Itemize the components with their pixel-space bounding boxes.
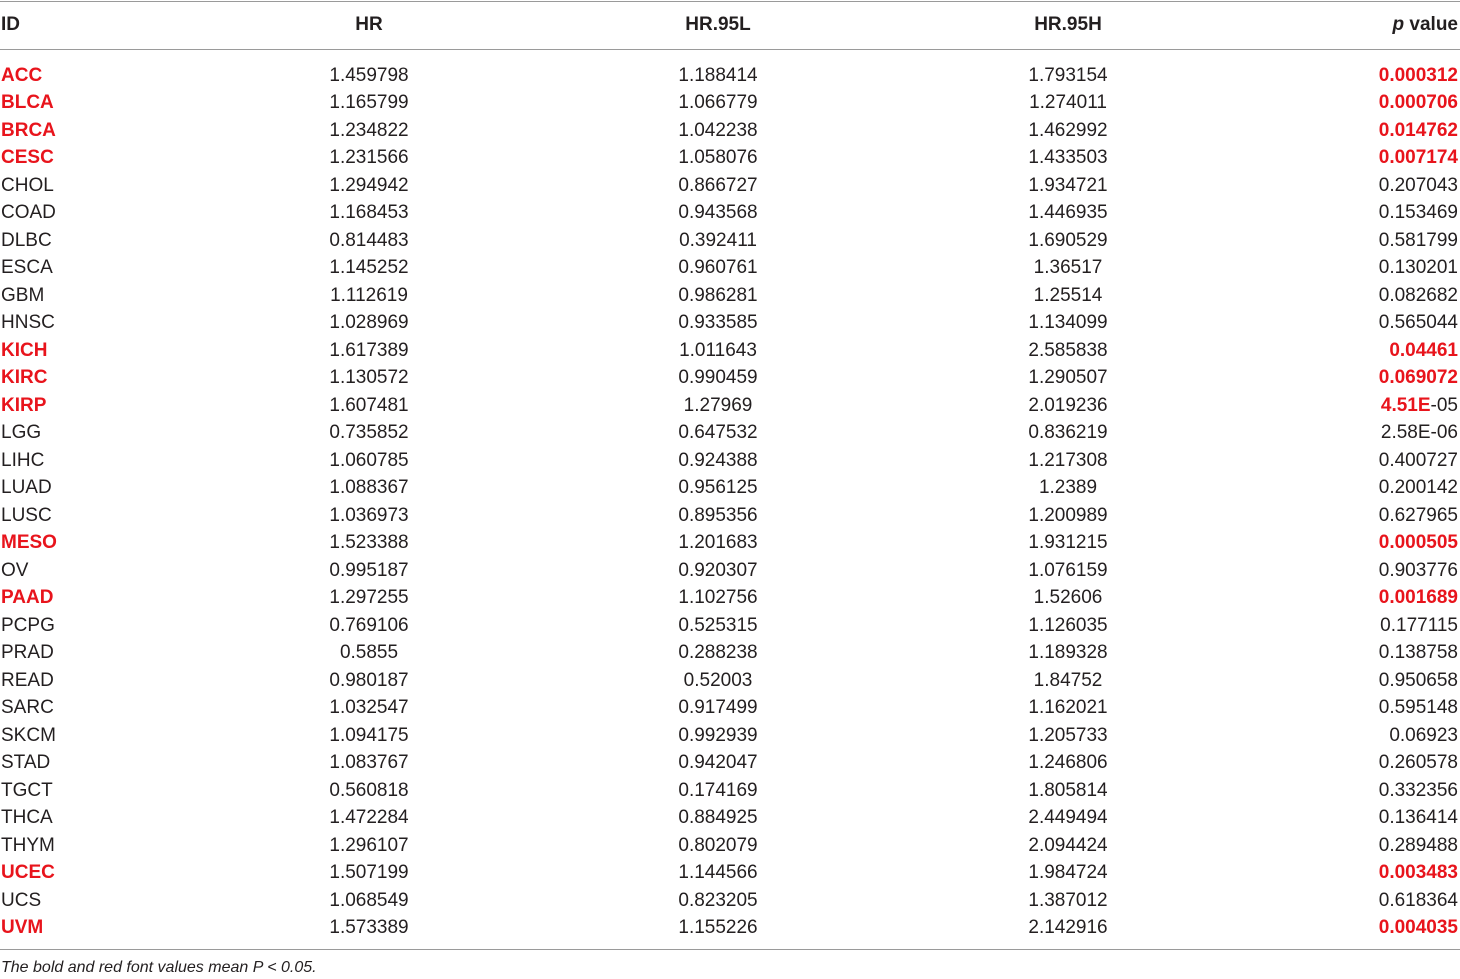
cell-hr: 1.507199	[329, 862, 409, 883]
table-row	[0, 144, 1460, 172]
cell-hr: 1.112619	[330, 284, 408, 306]
cell-hr: 1.130572	[329, 367, 409, 388]
table-row	[0, 694, 1460, 722]
table-row	[0, 254, 1460, 282]
cell-p-value	[1379, 117, 1458, 145]
cell-hr95h: 0.836219	[1028, 422, 1108, 443]
cell-hr95l: 0.174169	[678, 779, 758, 801]
cell-id: KIRC	[1, 367, 48, 388]
table-row	[0, 529, 1460, 557]
cell-p-value-main: 0.332356	[1378, 779, 1458, 801]
cell-p-value	[1379, 777, 1458, 805]
cell-p-value-main: 0.000505	[1378, 532, 1458, 553]
table-row	[0, 89, 1460, 117]
cell-hr: 0.814483	[329, 229, 409, 251]
cell-p-value	[1379, 749, 1458, 777]
cell-p-value	[1379, 89, 1458, 117]
cell-p-value-main: 0.138758	[1378, 642, 1458, 663]
table-row	[0, 474, 1460, 502]
cell-hr95h: 1.274011	[1029, 92, 1107, 113]
cell-hr95h: 1.793154	[1028, 64, 1108, 86]
cell-p-value	[1379, 667, 1458, 695]
table-row	[0, 804, 1460, 832]
cell-id: OV	[1, 559, 29, 581]
header-hr: HR	[355, 14, 383, 35]
cell-p-value-main: 0.581799	[1378, 229, 1458, 251]
cell-hr95h: 2.585838	[1028, 339, 1108, 361]
cell-hr: 1.573389	[329, 917, 409, 938]
table-row	[0, 199, 1460, 227]
cell-id: ESCA	[1, 257, 53, 278]
header-id: ID	[1, 14, 20, 35]
cell-p-value-main: 4.51E	[1380, 394, 1431, 416]
cell-id: UCS	[1, 889, 42, 911]
cell-id: LUAD	[1, 477, 52, 498]
cell-p-value-main: 0.130201	[1378, 257, 1458, 278]
cell-p-value-main: 0.627965	[1378, 504, 1458, 526]
table-row	[0, 667, 1460, 695]
cell-hr95l: 0.823205	[678, 889, 758, 911]
cell-hr: 1.088367	[329, 477, 409, 498]
cell-p-value-main: 0.177115	[1380, 614, 1458, 636]
cell-p-value	[1379, 227, 1458, 255]
cell-hr: 1.234822	[329, 119, 409, 141]
cell-p-value	[1389, 337, 1458, 365]
cell-p-value	[1379, 364, 1458, 392]
cell-p-value	[1379, 832, 1458, 860]
cell-hr95l: 0.288238	[678, 642, 758, 663]
cell-hr95l: 0.895356	[678, 504, 758, 526]
cell-hr: 1.083767	[329, 752, 409, 773]
cell-hr95h: 1.205733	[1028, 724, 1108, 746]
cell-hr: 1.060785	[329, 449, 409, 471]
table-row	[0, 777, 1460, 805]
cell-hr95l: 0.525315	[678, 614, 758, 636]
cell-id: MESO	[1, 532, 57, 553]
cell-hr: 1.294942	[329, 174, 409, 196]
cell-id: UCEC	[1, 862, 55, 883]
header-p-rest: value	[1404, 14, 1458, 35]
cell-hr95h: 1.84752	[1033, 669, 1103, 691]
cell-id: COAD	[1, 202, 56, 223]
cell-p-value	[1379, 62, 1458, 90]
cell-hr: 1.032547	[329, 697, 409, 718]
cell-hr95h: 2.449494	[1028, 807, 1108, 828]
cell-hr: 1.296107	[329, 834, 409, 856]
cell-hr95h: 1.076159	[1028, 559, 1108, 581]
cell-id: CHOL	[1, 174, 54, 196]
cell-p-value	[1380, 612, 1458, 640]
cell-p-value-main: 0.001689	[1378, 587, 1458, 608]
cell-id: PCPG	[1, 614, 55, 636]
cell-hr95h: 1.805814	[1028, 779, 1108, 801]
cell-id: SKCM	[1, 724, 56, 746]
cell-hr: 0.769106	[329, 614, 409, 636]
table-row	[0, 337, 1460, 365]
cell-id: READ	[1, 669, 54, 691]
cell-hr95h: 1.433503	[1028, 147, 1108, 168]
cell-hr95h: 1.189328	[1028, 642, 1108, 663]
table-row	[0, 117, 1460, 145]
header-p-value	[1393, 0, 1458, 50]
cell-hr95l: 1.188414	[678, 64, 758, 86]
cell-p-value	[1379, 639, 1458, 667]
cell-hr95l: 0.992939	[678, 724, 758, 746]
cell-hr95l: 1.27969	[683, 394, 753, 416]
cell-id: DLBC	[1, 229, 52, 251]
table-row	[0, 62, 1460, 90]
cell-hr: 1.459798	[329, 64, 409, 86]
cell-id: CESC	[1, 147, 54, 168]
cell-id: KICH	[1, 339, 48, 361]
cell-hr95l: 1.102756	[678, 587, 758, 608]
cell-p-value-main: 0.903776	[1378, 559, 1458, 581]
table-header-rule	[0, 49, 1460, 50]
cell-hr: 1.231566	[329, 147, 409, 168]
cell-hr: 1.036973	[329, 504, 409, 526]
cell-p-value	[1379, 144, 1458, 172]
cell-hr95h: 1.200989	[1028, 504, 1108, 526]
cell-p-value-exponent: -05	[1430, 394, 1458, 416]
table-row	[0, 557, 1460, 585]
cell-hr95h: 1.934721	[1028, 174, 1108, 196]
cell-hr95h: 2.094424	[1028, 834, 1108, 856]
cell-hr95l: 1.066779	[678, 92, 758, 113]
table-row	[0, 722, 1460, 750]
cell-hr: 1.068549	[329, 889, 409, 911]
cell-hr95l: 0.920307	[678, 559, 758, 581]
cell-hr: 0.980187	[329, 669, 409, 691]
cell-id: PRAD	[1, 642, 54, 663]
cell-hr: 0.995187	[329, 559, 409, 581]
cell-id: GBM	[1, 284, 45, 306]
cell-p-value	[1379, 529, 1458, 557]
cell-hr95l: 0.647532	[678, 422, 758, 443]
table-row	[0, 309, 1460, 337]
cell-p-value	[1379, 694, 1458, 722]
cell-hr: 1.028969	[329, 312, 409, 333]
cell-p-value	[1379, 804, 1458, 832]
cell-p-value-main: 0.595148	[1378, 697, 1458, 718]
cell-hr95h: 2.142916	[1028, 917, 1108, 938]
cell-p-value	[1379, 584, 1458, 612]
cell-p-value-main: 2.58E-06	[1380, 422, 1458, 443]
table-header-row	[0, 0, 1460, 50]
cell-hr95l: 0.52003	[683, 669, 753, 691]
cell-p-value	[1381, 419, 1458, 447]
header-hr95l: HR.95L	[685, 14, 751, 35]
cell-hr95h: 1.690529	[1028, 229, 1108, 251]
cell-p-value-main: 0.136414	[1378, 807, 1458, 828]
table-row	[0, 364, 1460, 392]
cell-id: ACC	[1, 64, 43, 86]
cell-hr95h: 1.126035	[1028, 614, 1108, 636]
cell-id: PAAD	[1, 587, 54, 608]
cell-hr95h: 1.462992	[1028, 119, 1108, 141]
cell-hr95h: 1.446935	[1028, 202, 1108, 223]
cell-hr95l: 0.943568	[678, 202, 758, 223]
cell-hr95l: 0.960761	[678, 257, 758, 278]
cell-hr95h: 2.019236	[1028, 394, 1108, 416]
cell-p-value-main: 0.000312	[1378, 64, 1458, 86]
cell-p-value	[1379, 172, 1458, 200]
cell-p-value	[1379, 859, 1458, 887]
cell-p-value-main: 0.289488	[1378, 834, 1458, 856]
cell-hr: 1.297255	[329, 587, 409, 608]
cell-hr95h: 1.134099	[1028, 312, 1108, 333]
cell-id: TGCT	[1, 779, 53, 801]
cell-hr: 1.523388	[329, 532, 409, 553]
table-bottom-rule	[0, 949, 1460, 950]
cell-hr: 0.735852	[329, 422, 409, 443]
cell-hr95l: 0.866727	[678, 174, 758, 196]
cell-id: THYM	[1, 834, 55, 856]
cell-p-value-main: 0.004035	[1378, 917, 1458, 938]
cell-hr95h: 1.36517	[1033, 257, 1103, 278]
cell-hr: 1.165799	[329, 92, 409, 113]
cell-p-value-main: 0.04461	[1389, 339, 1458, 361]
cell-hr95l: 0.924388	[678, 449, 758, 471]
cell-p-value-main: 0.260578	[1378, 752, 1458, 773]
cell-hr: 1.094175	[329, 724, 409, 746]
cell-hr95l: 0.392411	[679, 229, 757, 251]
cell-id: LUSC	[1, 504, 52, 526]
cell-p-value	[1379, 254, 1458, 282]
cell-hr95l: 0.933585	[678, 312, 758, 333]
cell-id: LIHC	[1, 449, 45, 471]
cell-id: KIRP	[1, 394, 47, 416]
cell-hr95h: 1.246806	[1028, 752, 1108, 773]
table-row	[0, 914, 1460, 942]
cell-hr: 0.560818	[329, 779, 409, 801]
cell-p-value-main: 0.082682	[1378, 284, 1458, 306]
cell-hr95l: 0.884925	[678, 807, 758, 828]
table-row	[0, 282, 1460, 310]
cell-hr95h: 1.52606	[1033, 587, 1103, 608]
cell-p-value	[1379, 502, 1458, 530]
cell-hr95l: 0.990459	[678, 367, 758, 388]
cell-id: UVM	[1, 917, 44, 938]
cell-hr: 1.145252	[329, 257, 409, 278]
cell-p-value	[1379, 199, 1458, 227]
cell-id: THCA	[1, 807, 53, 828]
cell-hr95h: 1.984724	[1028, 862, 1108, 883]
cell-hr95l: 1.144566	[678, 862, 758, 883]
cell-hr95l: 1.058076	[678, 147, 758, 168]
cell-hr95h: 1.290507	[1028, 367, 1108, 388]
table-row	[0, 419, 1460, 447]
cell-hr95l: 0.917499	[678, 697, 758, 718]
cell-hr95h: 1.2389	[1038, 477, 1098, 498]
cell-p-value	[1379, 557, 1458, 585]
table-row	[0, 447, 1460, 475]
cell-hr95l: 1.201683	[678, 532, 758, 553]
table-row	[0, 584, 1460, 612]
header-hr95h: HR.95H	[1034, 14, 1102, 35]
cell-id: STAD	[1, 752, 51, 773]
cell-p-value-main: 0.014762	[1378, 119, 1458, 141]
cell-hr95h: 1.162021	[1028, 697, 1108, 718]
cell-p-value	[1389, 722, 1458, 750]
cell-id: LGG	[1, 422, 42, 443]
cell-hr: 1.617389	[329, 339, 409, 361]
cell-hr95l: 1.042238	[678, 119, 758, 141]
cell-hr95h: 1.217308	[1028, 449, 1108, 471]
table-row	[0, 749, 1460, 777]
table-row	[0, 502, 1460, 530]
cell-p-value-main: 0.000706	[1378, 92, 1458, 113]
table-row	[0, 392, 1460, 420]
cell-p-value	[1379, 887, 1458, 915]
cell-hr95l: 0.942047	[678, 752, 758, 773]
table-row	[0, 887, 1460, 915]
cell-hr95l: 1.011643	[679, 339, 757, 361]
cell-p-value-main: 0.618364	[1378, 889, 1458, 911]
cell-p-value	[1379, 309, 1458, 337]
cell-p-value	[1379, 447, 1458, 475]
table-row	[0, 859, 1460, 887]
table-row	[0, 227, 1460, 255]
cell-hr95l: 0.956125	[678, 477, 758, 498]
table-row	[0, 172, 1460, 200]
table-row	[0, 612, 1460, 640]
header-p-italic: p	[1392, 14, 1405, 35]
cell-p-value	[1379, 474, 1458, 502]
table-row	[0, 639, 1460, 667]
cell-hr: 0.5855	[339, 642, 399, 663]
cell-p-value-main: 0.06923	[1389, 724, 1458, 746]
cell-hr95h: 1.931215	[1028, 532, 1108, 553]
cell-hr95h: 1.25514	[1033, 284, 1103, 306]
cell-p-value-main: 0.207043	[1378, 174, 1458, 196]
cell-p-value-main: 0.153469	[1378, 202, 1458, 223]
cell-p-value	[1379, 914, 1458, 942]
cell-p-value-main: 0.200142	[1378, 477, 1458, 498]
cell-id: SARC	[1, 697, 54, 718]
cell-hr: 1.607481	[329, 394, 409, 416]
cell-p-value-main: 0.950658	[1378, 669, 1458, 691]
cell-id: HNSC	[1, 312, 55, 333]
cell-hr: 1.168453	[329, 202, 409, 223]
cell-p-value	[1379, 282, 1458, 310]
cell-id: BRCA	[1, 119, 56, 141]
cell-p-value-main: 0.003483	[1378, 862, 1458, 883]
cell-hr: 1.472284	[329, 807, 409, 828]
cell-p-value-main: 0.565044	[1378, 312, 1458, 333]
cell-id: BLCA	[1, 92, 54, 113]
cell-hr95l: 0.986281	[678, 284, 758, 306]
table-row	[0, 832, 1460, 860]
cell-p-value-main: 0.400727	[1378, 449, 1458, 471]
cell-hr95h: 1.387012	[1028, 889, 1108, 911]
table-footnote: The bold and red font values mean P < 0.05.	[1, 959, 317, 976]
cell-p-value-main: 0.069072	[1378, 367, 1458, 388]
cell-p-value-main: 0.007174	[1378, 147, 1458, 168]
cell-hr95l: 0.802079	[678, 834, 758, 856]
cell-hr95l: 1.155226	[678, 917, 758, 938]
cell-p-value	[1381, 392, 1458, 420]
